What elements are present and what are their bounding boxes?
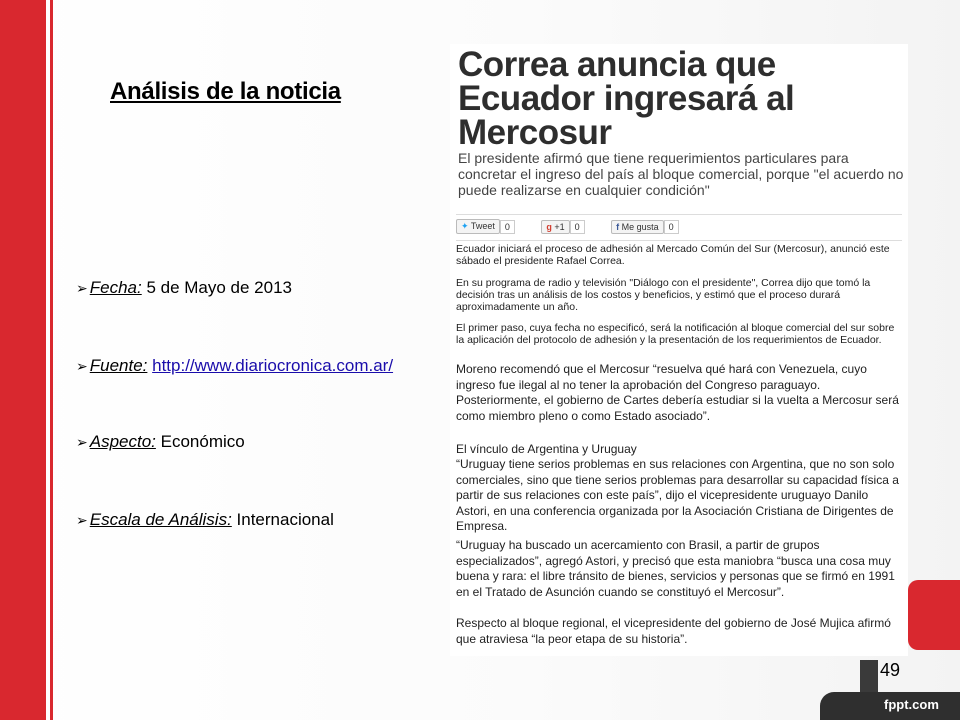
bullet-value: 5 de Mayo de 2013 <box>141 278 292 297</box>
like-button[interactable]: f Me gusta <box>611 220 664 234</box>
facebook-icon: f <box>616 221 620 232</box>
like-count: 0 <box>664 220 679 234</box>
bullet-fecha <box>76 278 292 298</box>
arrow-bullet-icon: ➢ <box>76 358 88 374</box>
gplus-count: 0 <box>570 220 585 234</box>
tweet-count: 0 <box>500 220 515 234</box>
arrow-bullet-icon: ➢ <box>76 434 88 450</box>
left-red-line <box>50 0 53 720</box>
gplus-button[interactable]: g +1 <box>541 220 569 234</box>
bullet-label: Fecha: <box>89 278 142 297</box>
tweet-button[interactable]: ✦ Tweet <box>456 219 500 234</box>
article-paragraph: “Uruguay tiene serios problemas en sus relaciones con Argentina, que no son solo comerciales, sino que tiene serios problemas para desarrollar su capacidad física a partir de sus relaciones con este país”, dijo el vicepresidente uruguayo Danilo Astori, en una conferencia organizada por la Asociación Cristiana de Dirigentes de Empresa. <box>456 457 899 533</box>
source-link[interactable]: http://www.diariocronica.com.ar/ <box>152 356 394 375</box>
bullet-aspecto <box>76 432 245 452</box>
arrow-bullet-icon: ➢ <box>76 512 88 528</box>
slide-title: Análisis de la noticia <box>110 78 341 105</box>
mailbox-decoration <box>908 580 960 650</box>
left-red-band <box>0 0 46 720</box>
share-bar <box>456 214 902 241</box>
bullet-escala <box>76 510 334 530</box>
article-paragraph: “Uruguay ha buscado un acercamiento con Brasil, a partir de grupos especializados”, agregó Astori, y precisó que esta maniobra “busca una cosa muy buena y rara: el libre tránsito de bienes, servicios y personas que se firmó en 1991 en el Tratado de Asunción cuando se constituyó el Mercosur”. <box>456 538 895 599</box>
page-number: 49 <box>880 660 901 680</box>
article-paragraph: Respecto al bloque regional, el vicepresidente del gobierno de José Mujica afirmó que atraviesa “la peor etapa de su historia”. <box>456 616 891 646</box>
brand-logo: fppt.com <box>884 697 939 712</box>
article-paragraph: Moreno recomendó que el Mercosur “resuelva qué hará con Venezuela, cuyo ingreso fue ilegal al no tener la aprobación del Congreso paraguayo. Posteriormente, el gobierno de Cartes debería estudiar si la vuelta a Mercosur será como miembro pleno o como Estado asociado”. <box>456 362 899 423</box>
gplus-icon: g <box>546 221 552 232</box>
arrow-bullet-icon: ➢ <box>76 280 88 296</box>
article-paragraph: En su programa de radio y televisión "Diálogo con el presidente", Correa dijo que tomó la decisión tras un análisis de los costos y beneficios, y estimó que el proceso durará aproximadamente un año. <box>456 277 871 313</box>
bullet-label: Fuente: <box>89 356 148 375</box>
article-paragraph: El primer paso, cuya fecha no especificó, será la notificación al bloque comercial del sur sobre la aplicación del protocolo de adhesión y la presentación de los requerimientos de Ecuador. <box>456 322 895 346</box>
article-paragraph: Ecuador iniciará el proceso de adhesión al Mercado Común del Sur (Mercosur), anunció este sábado el presidente Rafael Correa. <box>456 243 890 267</box>
article-headline: Correa anuncia que Ecuador ingresará al Mercosur <box>458 45 795 152</box>
bullet-value: Económico <box>155 432 245 451</box>
twitter-bird-icon: ✦ <box>461 221 469 232</box>
bullet-value: Internacional <box>231 510 334 529</box>
bullet-label: Escala de Análisis: <box>89 510 232 529</box>
article-section-heading: El vínculo de Argentina y Uruguay <box>456 442 637 456</box>
bullet-label: Aspecto: <box>89 432 156 451</box>
news-article-image <box>450 44 908 656</box>
article-subheadline: El presidente afirmó que tiene requerimientos particulares para concretar el ingreso del país al bloque comercial, porque "el acuerdo no puede realizarse en cualquier condición" <box>458 150 904 198</box>
bullet-fuente <box>76 356 393 376</box>
